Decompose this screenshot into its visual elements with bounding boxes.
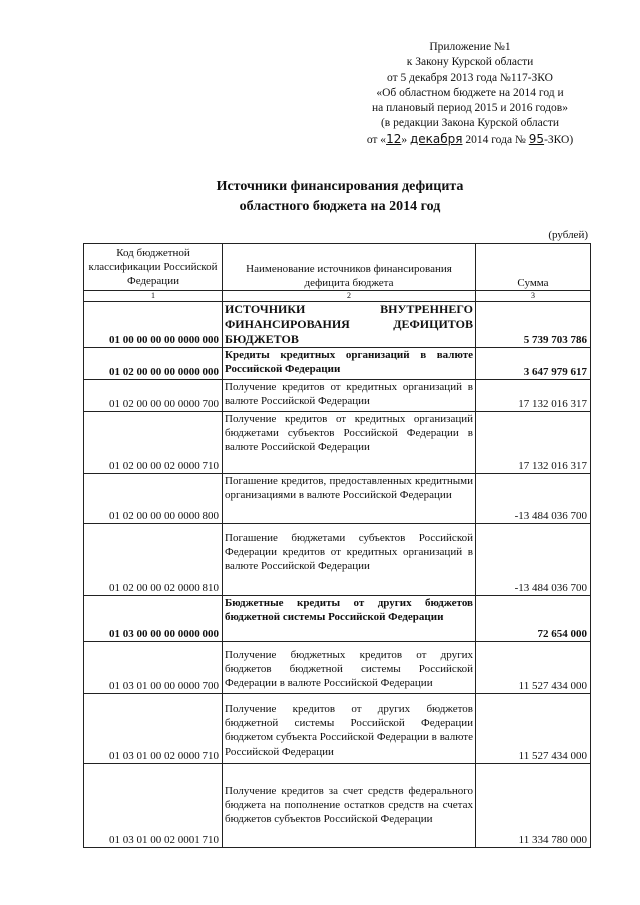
table-colnum-row [84,291,591,302]
row-sum: -13 484 036 700 [476,524,591,596]
amendment-day: 12 [386,131,402,146]
appendix-line-2: к Закону Курской области [406,56,534,69]
row-name: Погашение бюджетами субъектов Российской Федерации кредитов от кредитных организаций в валюте Российской Федерации [223,524,476,596]
table-row [84,642,591,694]
table-row [84,412,591,474]
row-sum: 5 739 703 786 [476,302,591,348]
row-code: 01 03 01 00 00 0000 700 [84,642,223,694]
row-code: 01 03 01 00 02 0001 710 [84,764,223,848]
row-sum: 11 334 780 000 [476,764,591,848]
amendment-mid: » [401,133,408,146]
table-row [84,596,591,642]
amendment-number: 95 [528,131,545,146]
row-name: Получение кредитов от других бюджетов бюджетной системы Российской Федерации бюджетом субъекта Российской Федерации в валюте Российской Федерации [223,694,476,764]
amendment-line [330,132,610,148]
row-code: 01 02 00 00 00 0000 800 [84,474,223,524]
row-sum: 11 527 434 000 [476,694,591,764]
document-title [190,177,490,217]
row-code: 01 02 00 00 02 0000 710 [84,412,223,474]
appendix-line-4: «Об областном бюджете на 2014 год и [376,86,564,99]
row-code: 01 03 00 00 00 0000 000 [84,596,223,642]
row-code: 01 02 00 00 00 0000 000 [84,348,223,380]
row-name: ИСТОЧНИКИ ВНУТРЕННЕГО ФИНАНСИРОВАНИЯ ДЕФИЦИТОВ БЮДЖЕТОВ [223,302,476,348]
row-code: 01 02 00 00 02 0000 810 [84,524,223,596]
colnum-1: 1 [84,291,223,302]
row-name: Получение кредитов от кредитных организаций бюджетами субъектов Российской Федерации в валюте Российской Федерации [223,412,476,474]
title-line-1: Источники финансирования дефицита [216,179,464,194]
appendix-line-6: (в редакции Закона Курской области [380,117,560,130]
amendment-month: декабря [409,131,463,146]
row-sum: 3 647 979 617 [476,348,591,380]
colnum-3: 3 [476,291,591,302]
row-sum: -13 484 036 700 [476,474,591,524]
row-code: 01 03 01 00 02 0000 710 [84,694,223,764]
row-sum: 11 527 434 000 [476,642,591,694]
appendix-line-1: Приложение №1 [429,41,511,53]
appendix-block [330,40,610,148]
table-row [84,764,591,848]
row-sum: 17 132 016 317 [476,380,591,412]
table-row [84,524,591,596]
table-row [84,474,591,524]
row-code: 01 00 00 00 00 0000 000 [84,302,223,348]
table-row [84,302,591,348]
row-name: Получение кредитов от кредитных организаций в валюте Российской Федерации [223,380,476,412]
row-name: Бюджетные кредиты от других бюджетов бюджетной системы Российской Федерации [223,596,476,642]
unit-label: (рублей) [548,229,588,241]
row-name: Получение бюджетных кредитов от других бюджетов бюджетной системы Российской Федерации в валюте Российской Федерации [223,642,476,694]
table-row [84,380,591,412]
header-name: Наименование источников финансирования дефицита бюджета [223,244,476,291]
row-name: Получение кредитов за счет средств федерального бюджета на пополнение остатков средств на счетах бюджетов субъектов Российской Федерации [223,764,476,848]
table-row [84,694,591,764]
amendment-prefix: от « [366,133,387,146]
table-header-row [84,244,591,291]
colnum-2: 2 [223,291,476,302]
budget-sources-table [83,243,591,848]
row-sum: 17 132 016 317 [476,412,591,474]
row-code: 01 02 00 00 00 0000 700 [84,380,223,412]
row-name: Кредиты кредитных организаций в валюте Российской Федерации [223,348,476,380]
amendment-suffix: -ЗКО) [544,133,574,146]
header-sum: Сумма [476,244,591,291]
table-row [84,348,591,380]
appendix-line-5: на плановый период 2015 и 2016 годов» [372,102,568,115]
title-line-2: областного бюджета на 2014 год [239,199,441,214]
appendix-line-3: от 5 декабря 2013 года №117-ЗКО [387,71,553,84]
amendment-year: 2014 года № [465,133,526,146]
row-name: Погашение кредитов, предоставленных кредитными организациями в валюте Российской Федерации [223,474,476,524]
header-code: Код бюджетной классификации Российской Федерации [84,244,223,291]
row-sum: 72 654 000 [476,596,591,642]
